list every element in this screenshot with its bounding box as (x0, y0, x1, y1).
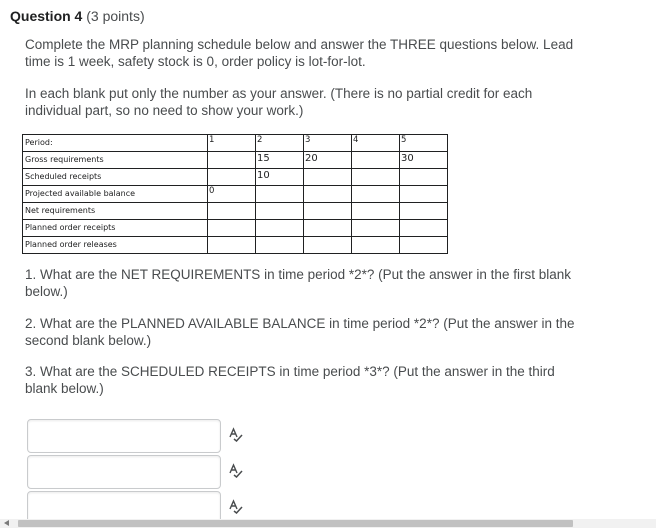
mrp-table (22, 134, 448, 254)
table-cell (400, 169, 448, 186)
table-cell (352, 152, 400, 169)
table-cell (352, 203, 400, 220)
table-cell (400, 220, 448, 237)
table-cell (256, 220, 304, 237)
table-cell (208, 220, 256, 237)
answer-input-1[interactable] (27, 419, 221, 453)
spellcheck-icon[interactable] (228, 498, 244, 514)
row-label: Net requirements (23, 203, 208, 220)
table-cell (208, 152, 256, 169)
table-cell: 30 (400, 152, 448, 169)
row-label: Gross requirements (23, 152, 208, 169)
table-cell (304, 220, 352, 237)
table-row (23, 169, 448, 186)
question-number: Question 4 (10, 8, 83, 24)
scrollbar-thumb[interactable] (18, 520, 573, 527)
table-cell: 10 (256, 169, 304, 186)
table-cell (208, 237, 256, 254)
scroll-left-arrow-icon[interactable] (4, 520, 9, 526)
horizontal-scrollbar[interactable] (0, 519, 656, 528)
table-cell (352, 237, 400, 254)
table-cell (352, 220, 400, 237)
table-cell (400, 203, 448, 220)
question-title (10, 8, 145, 24)
answer-input-2[interactable] (27, 455, 221, 489)
question-3-text: 3. What are the SCHEDULED RECEIPTS in time period *3*? (Put the answer in the third blank below.) (25, 364, 555, 396)
answer-instructions-paragraph: In each blank put only the number as your answer. (There is no partial credit for each individual part, so no need to show your work.) (25, 86, 533, 118)
table-cell: 20 (304, 152, 352, 169)
table-cell (208, 169, 256, 186)
table-row (23, 237, 448, 254)
table-cell: 0 (208, 186, 256, 203)
table-cell (304, 186, 352, 203)
instructions-paragraph: Complete the MRP planning schedule below and answer the THREE questions below. Lead time is 1 week, safety stock is 0, order policy is lot-for-lot. (25, 37, 574, 69)
table-cell (304, 237, 352, 254)
table-cell (256, 186, 304, 203)
row-label: Period: (23, 135, 208, 152)
row-label: Planned order releases (23, 237, 208, 254)
question-2-text: 2. What are the PLANNED AVAILABLE BALANCE in time period *2*? (Put the answer in the second blank below.) (25, 316, 575, 348)
table-row (23, 135, 448, 152)
period-header-cell: 4 (352, 135, 400, 152)
table-row (23, 220, 448, 237)
row-label: Scheduled receipts (23, 169, 208, 186)
table-cell (352, 169, 400, 186)
spellcheck-icon[interactable] (228, 462, 244, 478)
table-cell (352, 186, 400, 203)
table-cell (400, 186, 448, 203)
table-cell (208, 203, 256, 220)
table-row (23, 152, 448, 169)
table-cell (256, 237, 304, 254)
table-cell (400, 237, 448, 254)
row-label: Planned order receipts (23, 220, 208, 237)
question-points: (3 points) (86, 8, 145, 24)
table-row (23, 186, 448, 203)
period-header-cell: 2 (256, 135, 304, 152)
period-header-cell: 5 (400, 135, 448, 152)
table-cell: 15 (256, 152, 304, 169)
table-cell (304, 169, 352, 186)
table-row (23, 203, 448, 220)
spellcheck-icon[interactable] (228, 426, 244, 442)
row-label: Projected available balance (23, 186, 208, 203)
table-cell (256, 203, 304, 220)
period-header-cell: 3 (304, 135, 352, 152)
question-1-text: 1. What are the NET REQUIREMENTS in time period *2*? (Put the answer in the first blank below.) (25, 267, 571, 299)
period-header-cell: 1 (208, 135, 256, 152)
table-cell (304, 203, 352, 220)
